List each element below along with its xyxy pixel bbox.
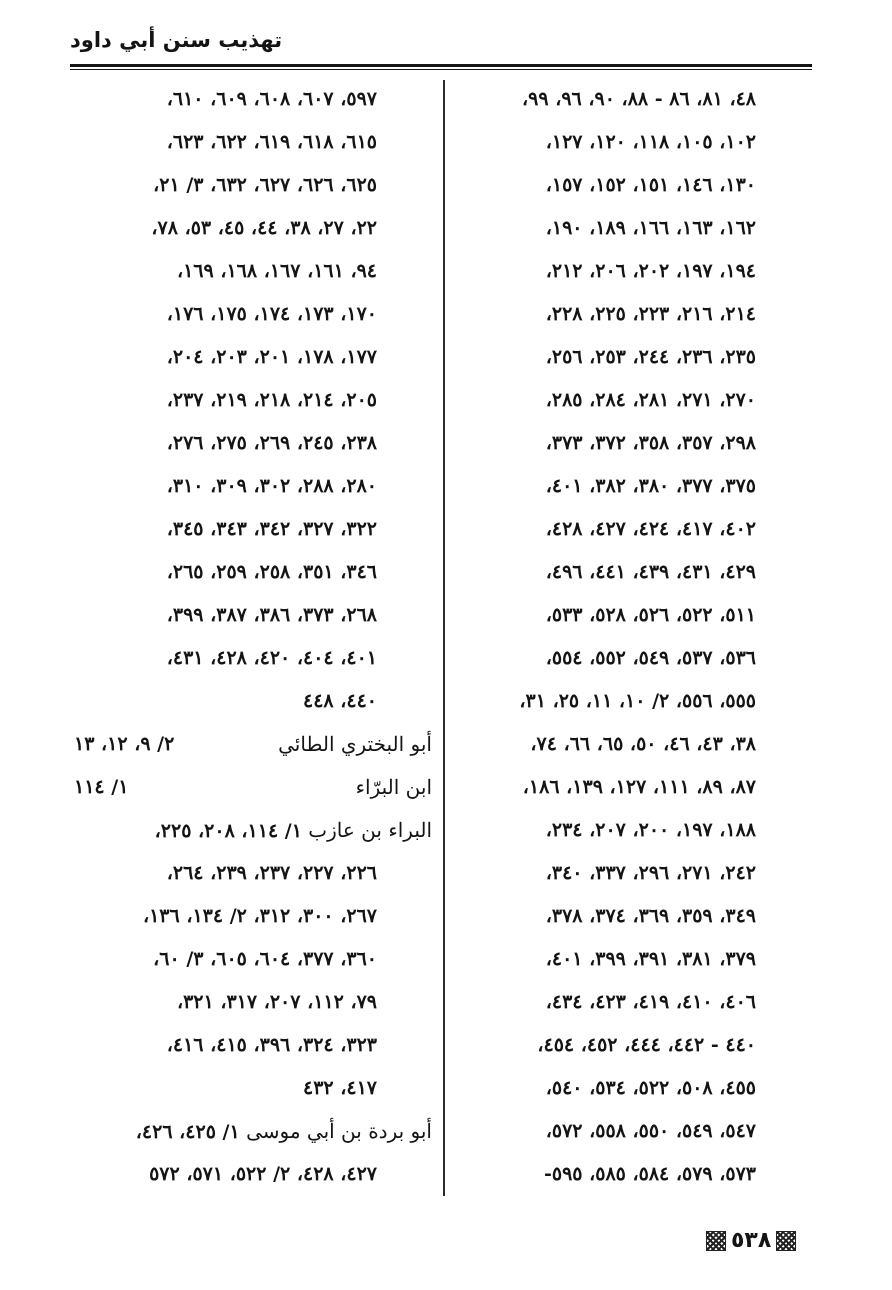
entry-name: أبو بردة بن أبي موسى [246,1119,432,1143]
entry-name: أبو البختري الطائي [278,732,432,756]
index-line: ١٨٨، ١٩٧، ٢٠٠، ٢٠٧، ٢٣٤، [545,819,756,841]
running-header-title: تهذيب سنن أبي داود [70,28,283,52]
index-line: ٣٧٩، ٣٨١، ٣٩١، ٣٩٩، ٤٠١، [545,948,756,970]
index-line: ٣٧٥، ٣٧٧، ٣٨٠، ٣٨٢، ٤٠١، [545,475,756,497]
index-line: ٥٧٣، ٥٧٩، ٥٨٤، ٥٨٥، ٥٩٥- [543,1163,756,1185]
index-line: ٦٢٥، ٦٢٦، ٦٢٧، ٦٣٢، ٣/ ٢١، [153,174,377,196]
index-line: ١٧٠، ١٧٣، ١٧٤، ١٧٥، ١٧٦، [166,303,377,325]
index-line: ١٠٢، ١٠٥، ١١٨، ١٢٠، ١٢٧، [545,131,756,153]
index-line: ١٩٤، ١٩٧، ٢٠٢، ٢٠٦، ٢١٢، [545,260,756,282]
index-line: ٤٠٦، ٤١٠، ٤١٩، ٤٢٣، ٤٣٤، [545,991,756,1013]
index-line: ١٧٧، ١٧٨، ٢٠١، ٢٠٣، ٢٠٤، [166,346,377,368]
index-line: ٤٤٠، ٤٤٨ [303,690,377,712]
index-line: ٢٠٥، ٢١٤، ٢١٨، ٢١٩، ٢٣٧، [166,389,377,411]
page-number: ٥٣٨ [731,1228,772,1253]
entry-reference: ١/ ١١٤ [74,776,129,798]
index-line: ٢١٤، ٢١٦، ٢٢٣، ٢٢٥، ٢٢٨، [545,303,756,325]
index-line: ٥٤٧، ٥٤٩، ٥٥٠، ٥٥٨، ٥٧٢، [545,1120,756,1142]
page-footer [706,1228,796,1253]
index-line: ٣٤٦، ٣٥١، ٢٥٨، ٢٥٩، ٢٦٥، [166,561,377,583]
entry-reference: ١/ ١١٤، ٢٠٨، ٢٢٥، [154,820,302,842]
ornament-icon [776,1231,796,1251]
ornament-icon [706,1231,726,1251]
entry-reference: ١/ ٤٢٥، ٤٢٦، [135,1121,240,1143]
header-rule-thick [70,64,812,67]
entry-name: ابن البرّاء [355,775,432,799]
index-line: ٤٢٩، ٤٣١، ٤٣٩، ٤٤١، ٤٩٦، [545,561,756,583]
index-entry-abu-burda [74,1110,432,1153]
index-line: ١٦٢، ١٦٣، ١٦٦، ١٨٩، ١٩٠، [545,217,756,239]
index-line: ٢٣٥، ٢٣٦، ٢٤٤، ٢٥٣، ٢٥٦، [545,346,756,368]
index-line: ٨٧، ٨٩، ١١١، ١٢٧، ١٣٩، ١٨٦، [522,776,756,798]
index-column-right [460,78,756,1196]
index-line: ٦١٥، ٦١٨، ٦١٩، ٦٢٢، ٦٢٣، [166,131,377,153]
column-divider [443,80,445,1196]
index-line: ٩٤، ١٦١، ١٦٧، ١٦٨، ١٦٩، [176,260,377,282]
index-line: ٢٦٨، ٣٧٣، ٣٨٦، ٣٨٧، ٣٩٩، [166,604,377,626]
index-line: ٣٦٠، ٣٧٧، ٦٠٤، ٦٠٥، ٣/ ٦٠، [153,948,377,970]
index-line: ١٣٠، ١٤٦، ١٥١، ١٥٢، ١٥٧، [545,174,756,196]
index-column-left [74,78,432,1196]
index-line: ٥٣٦، ٥٣٧، ٥٤٩، ٥٥٢، ٥٥٤، [545,647,756,669]
header-rule-thin [70,69,812,70]
index-line: ٥٥٥، ٥٥٦، ٢/ ١٠، ١١، ٢٥، ٣١، [519,690,756,712]
index-entry-al-bara-ibn-azib [74,809,432,852]
index-line: ٣٨، ٤٣، ٤٦، ٥٠، ٦٥، ٦٦، ٧٤، [530,733,756,755]
index-line: ٤٤٠ - ٤٤٢، ٤٤٤، ٤٥٢، ٤٥٤، [537,1034,756,1056]
entry-name: البراء بن عازب [308,818,432,842]
index-line: ٧٩، ١١٢، ٢٠٧، ٣١٧، ٣٢١، [176,991,377,1013]
index-line: ٣٢٢، ٣٢٧، ٣٤٢، ٣٤٣، ٣٤٥، [166,518,377,540]
index-line: ٤٨، ٨١، ٨٦ - ٨٨، ٩٠، ٩٦، ٩٩، [522,88,756,110]
index-line: ٤٠١، ٤٠٤، ٤٢٠، ٤٢٨، ٤٣١، [166,647,377,669]
index-line: ٣٤٩، ٣٥٩، ٣٦٩، ٣٧٤، ٣٧٨، [545,905,756,927]
index-line: ٢٢، ٢٧، ٣٨، ٤٤، ٤٥، ٥٣، ٧٨، [151,217,377,239]
index-line: ٣٢٣، ٣٢٤، ٣٩٦، ٤١٥، ٤١٦، [166,1034,377,1056]
index-line: ٢٨٠، ٢٨٨، ٣٠٢، ٣٠٩، ٣١٠، [166,475,377,497]
index-line: ٢٩٨، ٣٥٧، ٣٥٨، ٣٧٢، ٣٧٣، [545,432,756,454]
index-line: ٢٤٢، ٢٧١، ٢٩٦، ٣٣٧، ٣٤٠، [545,862,756,884]
index-line: ٤١٧، ٤٣٢ [303,1077,377,1099]
index-line: ٥١١، ٥٢٢، ٥٢٦، ٥٢٨، ٥٣٣، [545,604,756,626]
entry-reference: ٢/ ٩، ١٢، ١٣ [74,733,175,755]
index-line: ٤٢٧، ٤٢٨، ٢/ ٥٢٢، ٥٧١، ٥٧٢ [149,1163,377,1185]
index-line: ٢٦٧، ٣٠٠، ٣١٢، ٢/ ١٣٤، ١٣٦، [142,905,377,927]
index-line: ٢٧٠، ٢٧١، ٢٨١، ٢٨٤، ٢٨٥، [545,389,756,411]
index-line: ٢٢٦، ٢٢٧، ٢٣٧، ٢٣٩، ٢٦٤، [166,862,377,884]
index-entry-abu-al-bakhtari [74,723,432,766]
index-line: ٤٥٥، ٥٠٨، ٥٢٢، ٥٣٤، ٥٤٠، [545,1077,756,1099]
index-line: ٢٣٨، ٢٤٥، ٢٦٩، ٢٧٥، ٢٧٦، [166,432,377,454]
index-line: ٥٩٧، ٦٠٧، ٦٠٨، ٦٠٩، ٦١٠، [166,88,377,110]
index-line: ٤٠٢، ٤١٧، ٤٢٤، ٤٢٧، ٤٢٨، [545,518,756,540]
index-entry-ibn-al-bara [74,766,432,809]
